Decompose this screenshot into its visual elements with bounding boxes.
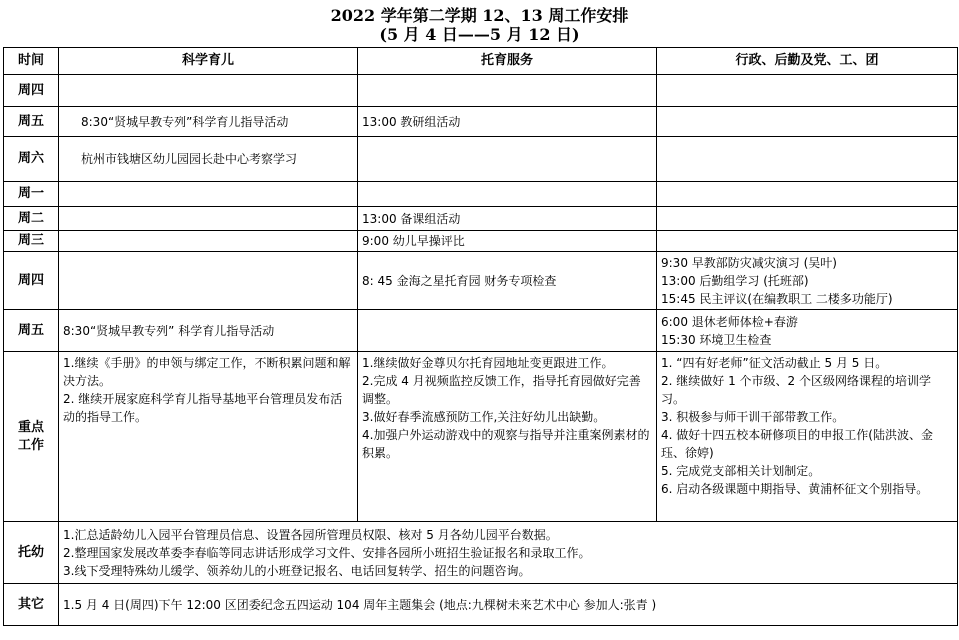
nursery-cell [358, 310, 657, 352]
admin-cell [657, 310, 958, 352]
admin-cell [657, 231, 958, 252]
title-line-2: (5 月 4 日——5 月 12 日) [379, 25, 580, 44]
focus-admin-cell [657, 352, 958, 522]
science-cell [59, 231, 358, 252]
schedule-table [3, 47, 958, 626]
day-cell: 周四 [4, 75, 59, 107]
science-cell [59, 75, 358, 107]
table-row [4, 252, 958, 310]
admin-cell [657, 137, 958, 182]
day-cell: 周四 [4, 252, 59, 310]
science-cell: 杭州市钱塘区幼儿园园长赴中心考察学习 [59, 137, 358, 182]
nursery-cell: 13:00 教研组活动 [358, 107, 657, 137]
focus-nursery-item: 2.完成 4 月视频监控反馈工作，指导托育园做好完善调整。 [362, 374, 641, 406]
tuoyou-line: 1.汇总适龄幼儿入园平台管理员信息、设置各园所管理员权限、核对 5 月各幼儿园平台数据。 [63, 527, 558, 542]
admin-cell [657, 107, 958, 137]
science-cell [59, 207, 358, 231]
focus-science-item: 2. 继续开展家庭科学育儿指导基地平台管理员发布活动的指导工作。 [63, 392, 343, 424]
focus-science-cell [59, 352, 358, 522]
admin-line: 6:00 退休老师体检+春游 [661, 314, 798, 329]
tuoyou-label: 托幼 [4, 522, 59, 584]
focus-science-item: 1.继续《手册》的申领与绑定工作，不断积累问题和解决方法。 [63, 356, 351, 388]
nursery-cell [358, 75, 657, 107]
admin-cell [657, 207, 958, 231]
focus-nursery-cell [358, 352, 657, 522]
admin-cell [657, 75, 958, 107]
header-time: 时间 [4, 48, 59, 75]
table-header-row [4, 48, 958, 75]
focus-admin-item: 4. 做好十四五校本研修项目的申报工作(陆洪波、金珏、徐婷) [661, 428, 933, 460]
tuoyou-line: 3.线下受理特殊幼儿缓学、领养幼儿的小班登记报名、电话回复转学、招生的问题咨询。 [63, 563, 531, 578]
focus-row [4, 352, 958, 522]
science-cell: 8:30“贤城早教专列”科学育儿指导活动 [59, 107, 358, 137]
focus-admin-item: 5. 完成党支部相关计划制定。 [661, 464, 821, 478]
other-label: 其它 [4, 584, 59, 626]
document-title [0, 0, 959, 44]
focus-label: 重点工作 [4, 352, 59, 522]
table-row [4, 75, 958, 107]
table-row [4, 231, 958, 252]
header-nursery: 托育服务 [358, 48, 657, 75]
science-cell [59, 252, 358, 310]
day-cell: 周一 [4, 182, 59, 207]
nursery-cell: 13:00 备课组活动 [358, 207, 657, 231]
day-cell: 周二 [4, 207, 59, 231]
nursery-cell [358, 137, 657, 182]
admin-line: 15:45 民主评议(在编教职工 二楼多功能厅) [661, 291, 893, 306]
admin-line: 9:30 早教部防灾减灾演习 (吴叶) [661, 255, 837, 270]
tuoyou-line: 2.整理国家发展改革委李春临等同志讲话形成学习文件、安排各园所小班招生验证报名和录取工作。 [63, 545, 591, 560]
admin-cell [657, 182, 958, 207]
tuoyou-cell [59, 522, 958, 584]
table-row [4, 207, 958, 231]
header-admin: 行政、后勤及党、工、团 [657, 48, 958, 75]
header-science: 科学育儿 [59, 48, 358, 75]
table-row [4, 137, 958, 182]
table-row [4, 107, 958, 137]
nursery-cell [358, 182, 657, 207]
day-cell: 周五 [4, 107, 59, 137]
day-cell: 周三 [4, 231, 59, 252]
focus-admin-item: 3. 积极参与师干训干部带教工作。 [661, 410, 845, 424]
focus-admin-item: 6. 启动各级课题中期指导、黄浦杯征文个别指导。 [661, 482, 929, 496]
other-row [4, 584, 958, 626]
admin-line: 13:00 后勤组学习 (托班部) [661, 273, 809, 288]
other-cell: 1.5 月 4 日(周四)下午 12:00 区团委纪念五四运动 104 周年主题集会 (地点:九棵树未来艺术中心 参加人:张青 ) [59, 584, 958, 626]
table-row [4, 310, 958, 352]
table-row [4, 182, 958, 207]
focus-nursery-item: 1.继续做好金尊贝尔托育园地址变更跟进工作。 [362, 356, 614, 370]
admin-line: 15:30 环境卫生检查 [661, 332, 772, 347]
title-line-1: 2022 学年第二学期 12、13 周工作安排 [330, 6, 629, 25]
day-cell: 周六 [4, 137, 59, 182]
admin-cell [657, 252, 958, 310]
science-cell [59, 182, 358, 207]
science-cell: 8:30“贤城早教专列” 科学育儿指导活动 [59, 310, 358, 352]
nursery-cell: 9:00 幼儿早操评比 [358, 231, 657, 252]
day-cell: 周五 [4, 310, 59, 352]
focus-admin-item: 2. 继续做好 1 个市级、2 个区级网络课程的培训学习。 [661, 374, 931, 406]
focus-nursery-item: 4.加强户外运动游戏中的观察与指导并注重案例素材的积累。 [362, 428, 650, 460]
focus-nursery-item: 3.做好春季流感预防工作,关注好幼儿出缺勤。 [362, 410, 606, 424]
nursery-cell: 8: 45 金海之星托育园 财务专项检查 [358, 252, 657, 310]
tuoyou-row [4, 522, 958, 584]
focus-admin-item: 1. “四有好老师”征文活动截止 5 月 5 日。 [661, 356, 888, 370]
